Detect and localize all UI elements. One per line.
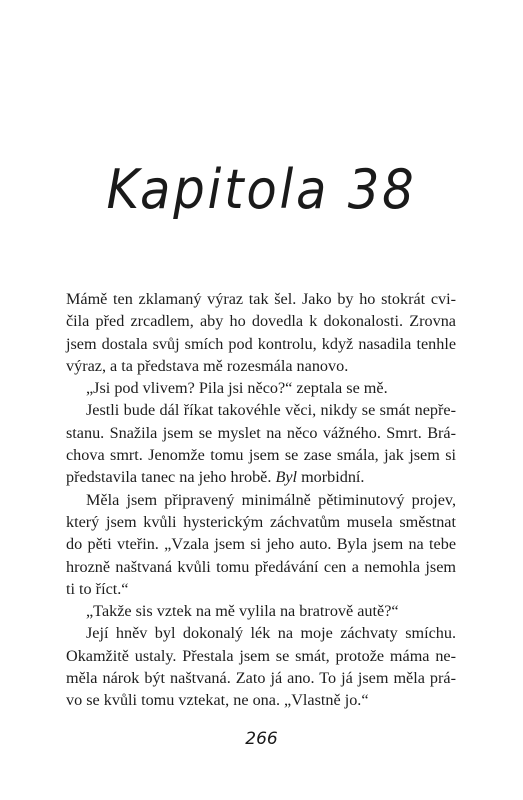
text-line: Mámě ten zklamaný výraz tak šel. Jako by ho stokrát cvi- [66, 290, 456, 308]
text-line: jsem dostala svůj smích pod kontrolu, když nasadila tenhle [66, 334, 456, 353]
text-line: ti to říct.“ [66, 579, 129, 598]
page-number: 266 [245, 729, 278, 749]
text-line: který jsem kvůli hysterickým záchvatům musela směstnat [66, 512, 456, 531]
chapter-title: Kapitola 38 [106, 158, 417, 221]
body-text [66, 288, 456, 712]
text-line: Její hněv byl dokonalý lék na moje záchvaty smíchu. [86, 624, 456, 643]
emphasis: Byl [275, 468, 298, 487]
text-line: vo se kvůli tomu vztekat, ne ona. „Vlastně jo.“ [66, 691, 369, 710]
text-line: Měla jsem připravený minimálně pětiminutový projev, [86, 490, 456, 509]
text-line: Okamžitě ustaly. Přestala jsem se smát, protože máma ne- [66, 646, 456, 665]
text-line: měla nárok být naštvaná. Zato já ano. To já jsem měla prá- [66, 669, 456, 688]
text-line: hrozně naštvaná kvůli tomu předávání cen a nemohla jsem [66, 557, 456, 576]
text-line: „Jsi pod vlivem? Pila jsi něco?“ zeptala se mě. [86, 379, 388, 398]
text-line: do pěti vteřin. „Vzala jsem si jeho auto. Byla jsem na tebe [66, 535, 456, 554]
text-line: Jestli bude dál říkat takovéhle věci, nikdy se smát nepře- [86, 401, 456, 420]
text-line: představila tanec na jeho hrobě. Byl morbidní. [66, 468, 365, 487]
text-line: stanu. Snažila jsem se myslet na něco vážného. Smrt. Brá- [66, 423, 456, 442]
text-line: chova smrt. Jenomže tomu jsem se zase smála, jak jsem si [66, 446, 456, 465]
text-line: výraz, a ta představa mě rozesmála nanovo. [66, 356, 349, 375]
text-line: „Takže sis vztek na mě vylila na bratrově autě?“ [86, 602, 399, 621]
text-line: čila před zrcadlem, aby ho dovedla k dokonalosti. Zrovna [66, 312, 456, 331]
